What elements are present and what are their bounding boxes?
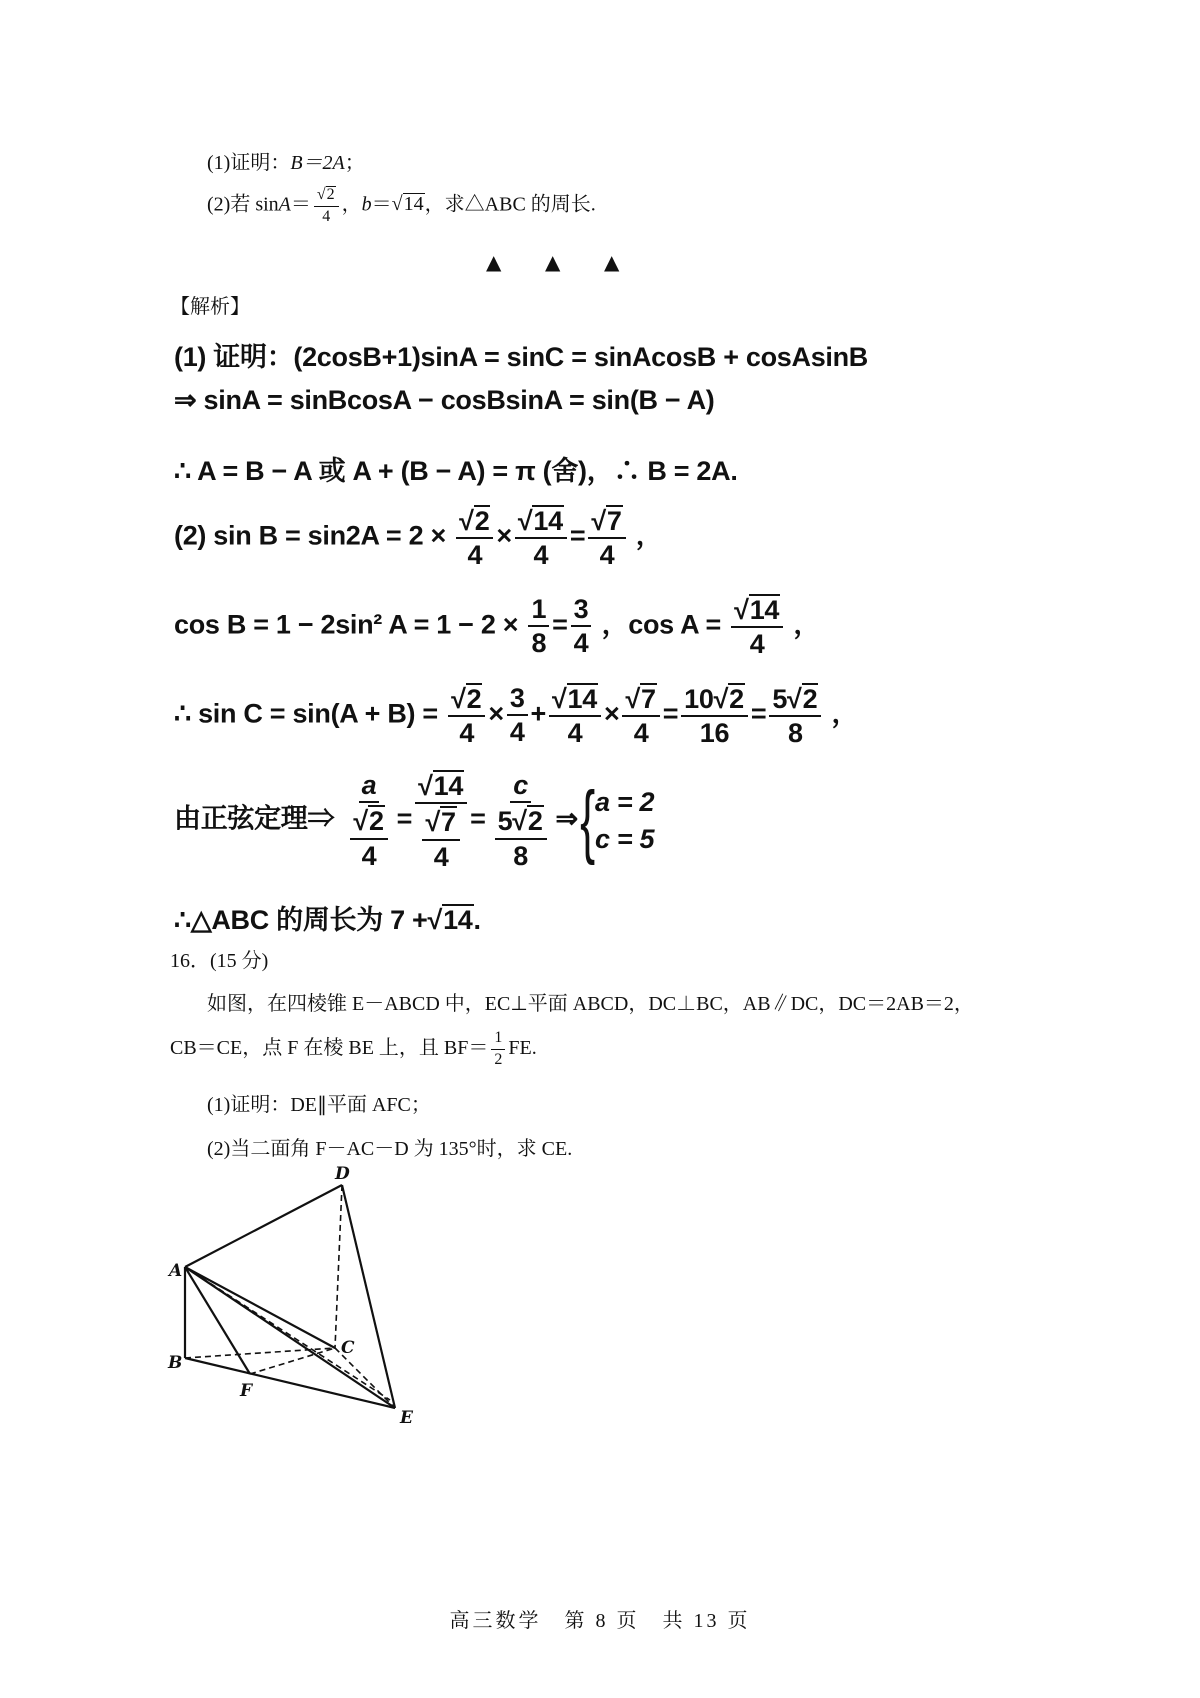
q15-part2: (2)若 sinA＝ $\frac{√2}{4}$ ，b＝√14，求△ABC 的周长. [207, 186, 596, 225]
solution-line-7: 由正弦定理⇒ $\frac{a}{\frac{√2}{4}}$ = $\frac{√14}{\frac{√7}{4}}$ = $\frac{c}{\frac{5√2}{8}}$ ⇒{ a = 2 c = 5 [174, 770, 655, 872]
pyramid-figure [165, 1155, 425, 1430]
q16-stem-line-1: 如图，在四棱锥 E－ABCD 中，EC⊥平面 ABCD，DC⊥BC，AB∥DC，DC＝2AB＝2， [207, 993, 974, 1015]
q16-stem-line-2: CB＝CE，点 F 在棱 BE 上，且 BF＝ $\frac{1}{2}$ FE. [170, 1029, 537, 1068]
solution-line-6: ∴ sin C = sin(A + B) = $\frac{√2}{4}$ × $\frac{3}{4}$ + $\frac{√14}{4}$ × $\frac{√7}{4}$ = $\frac{10√2}{16}$ = $\frac{5√2}{8}$ ， [174, 683, 859, 749]
segment-AC [185, 1267, 335, 1348]
vertex-label-F: F [240, 1381, 253, 1401]
edge-AD [185, 1185, 342, 1267]
solution-line-5: cos B = 1 − 2sin² A = 1 − 2 × $\frac{1}{8}$ = $\frac{3}{4}$ ，cos A = $\frac{√14}{4}$ ， [174, 594, 821, 660]
segment-AF [185, 1267, 250, 1374]
edge-DE [342, 1185, 395, 1408]
vertex-label-E: E [400, 1408, 413, 1428]
segment-FC [250, 1348, 335, 1374]
q16-heading: 16．(15 分) [170, 950, 269, 972]
q16-part2: (2)当二面角 F－AC－D 为 135°时，求 CE. [207, 1138, 573, 1160]
vertex-label-C: C [341, 1338, 355, 1358]
vertex-label-D: D [335, 1164, 350, 1184]
solution-line-4: (2) sin B = sin2A = 2 × $\frac{√2}{4}$ × $\frac{√14}{4}$ = $\frac{√7}{4}$ ， [174, 506, 663, 571]
triangle-marker-2: ▲ [545, 250, 561, 274]
triangle-marker-1: ▲ [486, 250, 502, 274]
edge-AE [185, 1267, 395, 1408]
q16-part1: (1)证明：DE∥平面 AFC； [207, 1094, 431, 1116]
solution-line-3: ∴ A = B − A 或 A + (B − A) = π (舍)，∴ B = 2A. [174, 456, 738, 486]
q15-part1: (1)证明：B＝2A； [207, 152, 365, 174]
edge-DC [335, 1185, 342, 1348]
vertex-label-A: A [169, 1261, 183, 1281]
solution-label: 【解析】 [170, 296, 250, 318]
page-footer: 高三数学 第 8 页 共 13 页 [449, 1610, 751, 1632]
triangle-marker-3: ▲ [604, 250, 620, 274]
solution-line-2: ⇒ sinA = sinBcosA − cosBsinA = sin(B − A) [174, 385, 715, 415]
vertex-label-B: B [168, 1353, 183, 1373]
solution-line-8: ∴△ABC 的周长为 7 +√14. [174, 905, 481, 935]
solution-line-1: (1) 证明：(2cosB+1)sinA = sinC = sinAcosB + cosAsinB [174, 342, 868, 372]
